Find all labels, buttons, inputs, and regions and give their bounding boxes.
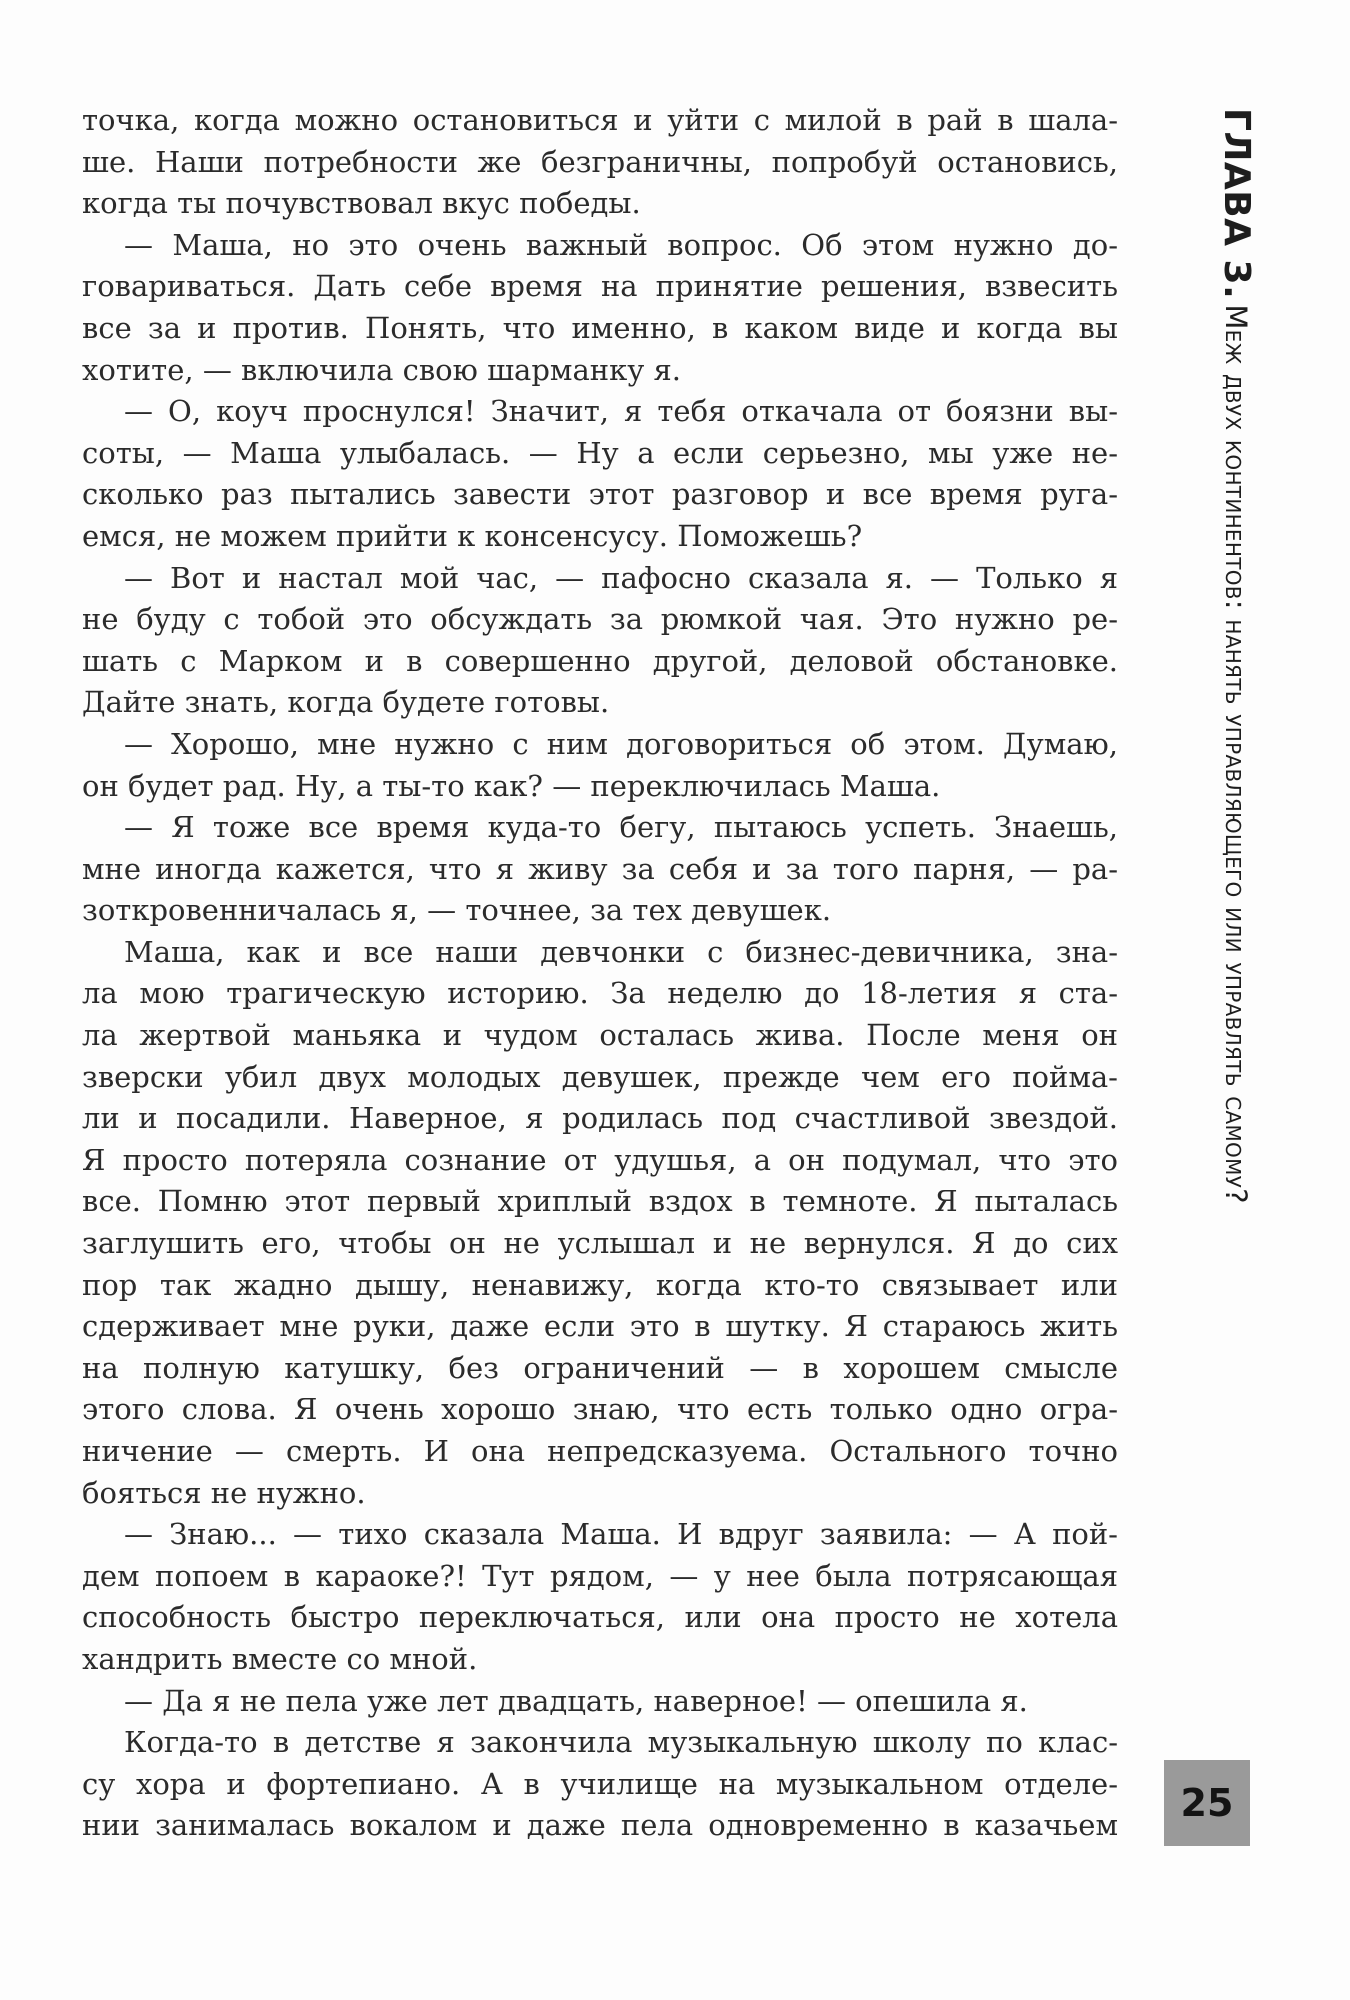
text-line: шать с Марком и в совершенно другой, деловой обстановке. <box>82 643 1118 678</box>
text-line: — Маша, но это очень важный вопрос. Об этом нужно до- <box>124 227 1118 262</box>
text-line: хотите, — включила свою шарманку я. <box>82 352 682 387</box>
page-number-box <box>1164 1760 1250 1846</box>
text-line: нии занималась вокалом и даже пела одновременно в казачьем <box>82 1808 1118 1843</box>
text-line: — Я тоже все время куда-то бегу, пытаюсь успеть. Знаешь, <box>124 810 1118 845</box>
text-line: Маша, как и все наши девчонки с бизнес-девичника, зна- <box>124 934 1118 969</box>
text-line: ла жертвой маньяка и чудом осталась жива. После меня он <box>82 1018 1118 1053</box>
text-line: он будет рад. Ну, а ты-то как? — переключилась Маша. <box>82 768 941 803</box>
paragraph <box>82 724 1118 807</box>
text-line: точка, когда можно остановиться и уйти с милой в рай в шала- <box>82 103 1118 137</box>
text-line: все за и против. Понять, что именно, в каком виде и когда вы <box>82 310 1118 345</box>
text-line: говариваться. Дать себе время на принятие решения, взвесить <box>82 269 1118 304</box>
text-line: зверски убил двух молодых девушек, прежде чем его пойма- <box>82 1059 1118 1094</box>
text-line: заглушить его, чтобы он не услышал и не вернулся. Я до сих <box>82 1226 1118 1261</box>
text-line: Дайте знать, когда будете готовы. <box>82 685 610 720</box>
text-line: пор так жадно дышу, ненавижу, когда кто-то связывает или <box>82 1267 1118 1302</box>
text-line: Я просто потеряла сознание от удушья, а он подумал, что это <box>82 1142 1118 1177</box>
text-line: Когда-то в детстве я закончила музыкальную школу по клас- <box>124 1725 1118 1760</box>
paragraph <box>82 1722 1118 1847</box>
page-number: 25 <box>1180 1781 1234 1825</box>
text-line: — Хорошо, мне нужно с ним договориться об этом. Думаю, <box>124 726 1118 761</box>
chapter-label: ГЛАВА 3. <box>1216 108 1257 300</box>
text-line: способность быстро переключаться, или она просто не хотела <box>82 1600 1118 1635</box>
paragraph <box>82 558 1118 724</box>
text-line: бояться не нужно. <box>82 1475 366 1510</box>
text-line: когда ты почувствовал вкус победы. <box>82 186 641 221</box>
text-line: ли и посадили. Наверное, я родилась под счастливой звездой. <box>82 1101 1118 1136</box>
text-line: — Вот и настал мой час, — пафосно сказала я. — Только я <box>124 560 1118 595</box>
text-line: сдерживает мне руки, даже если это в шутку. Я стараюсь жить <box>82 1309 1118 1344</box>
text-line: не буду с тобой это обсуждать за рюмкой чая. Это нужно ре- <box>82 602 1118 637</box>
text-line: ничение — смерть. И она непредсказуема. Остального точно <box>82 1434 1118 1468</box>
paragraph <box>82 807 1118 932</box>
text-line: хандрить вместе со мной. <box>82 1641 478 1676</box>
text-line: дем попоем в караоке?! Тут рядом, — у нее была потрясающая <box>82 1558 1118 1593</box>
text-line: су хора и фортепиано. А в училище на музыкальном отделе- <box>82 1766 1118 1801</box>
chapter-title: Меж двух континентов: нанять управляющего или управлять самому? <box>1219 304 1253 1204</box>
text-line: — О, коуч проснулся! Значит, я тебя откачала от боязни вы- <box>124 394 1118 429</box>
text-line: на полную катушку, без ограничений — в хорошем смысле <box>82 1350 1118 1385</box>
paragraph <box>82 932 1118 1514</box>
paragraph <box>82 225 1118 391</box>
text-line: — Знаю... — тихо сказала Маша. И вдруг заявила: — А пой- <box>124 1517 1118 1552</box>
text-line: емся, не можем прийти к консенсусу. Поможешь? <box>82 518 863 553</box>
text-line: — Да я не пела уже лет двадцать, наверное! — опешила я. <box>124 1683 1028 1718</box>
text-line: ше. Наши потребности же безграничны, попробуй остановись, <box>82 144 1118 179</box>
text-line: все. Помню этот первый хриплый вздох в темноте. Я пыталась <box>82 1184 1118 1219</box>
paragraph <box>82 100 1118 225</box>
running-head <box>1197 108 1257 1238</box>
paragraph <box>82 391 1118 557</box>
body-text <box>82 100 1118 1847</box>
text-line: зоткровенничалась я, — точнее, за тех девушек. <box>82 893 832 928</box>
text-line: сколько раз пытались завести этот разговор и все время руга- <box>82 477 1118 512</box>
text-line: этого слова. Я очень хорошо знаю, что есть только одно огра- <box>82 1392 1118 1427</box>
text-line: ла мою трагическую историю. За неделю до 18-летия я ста- <box>82 976 1118 1011</box>
paragraph <box>82 1514 1118 1680</box>
text-line: мне иногда кажется, что я живу за себя и за того парня, — ра- <box>82 851 1118 886</box>
text-line: соты, — Маша улыбалась. — Ну а если серьезно, мы уже не- <box>82 435 1118 470</box>
paragraph <box>82 1681 1118 1723</box>
